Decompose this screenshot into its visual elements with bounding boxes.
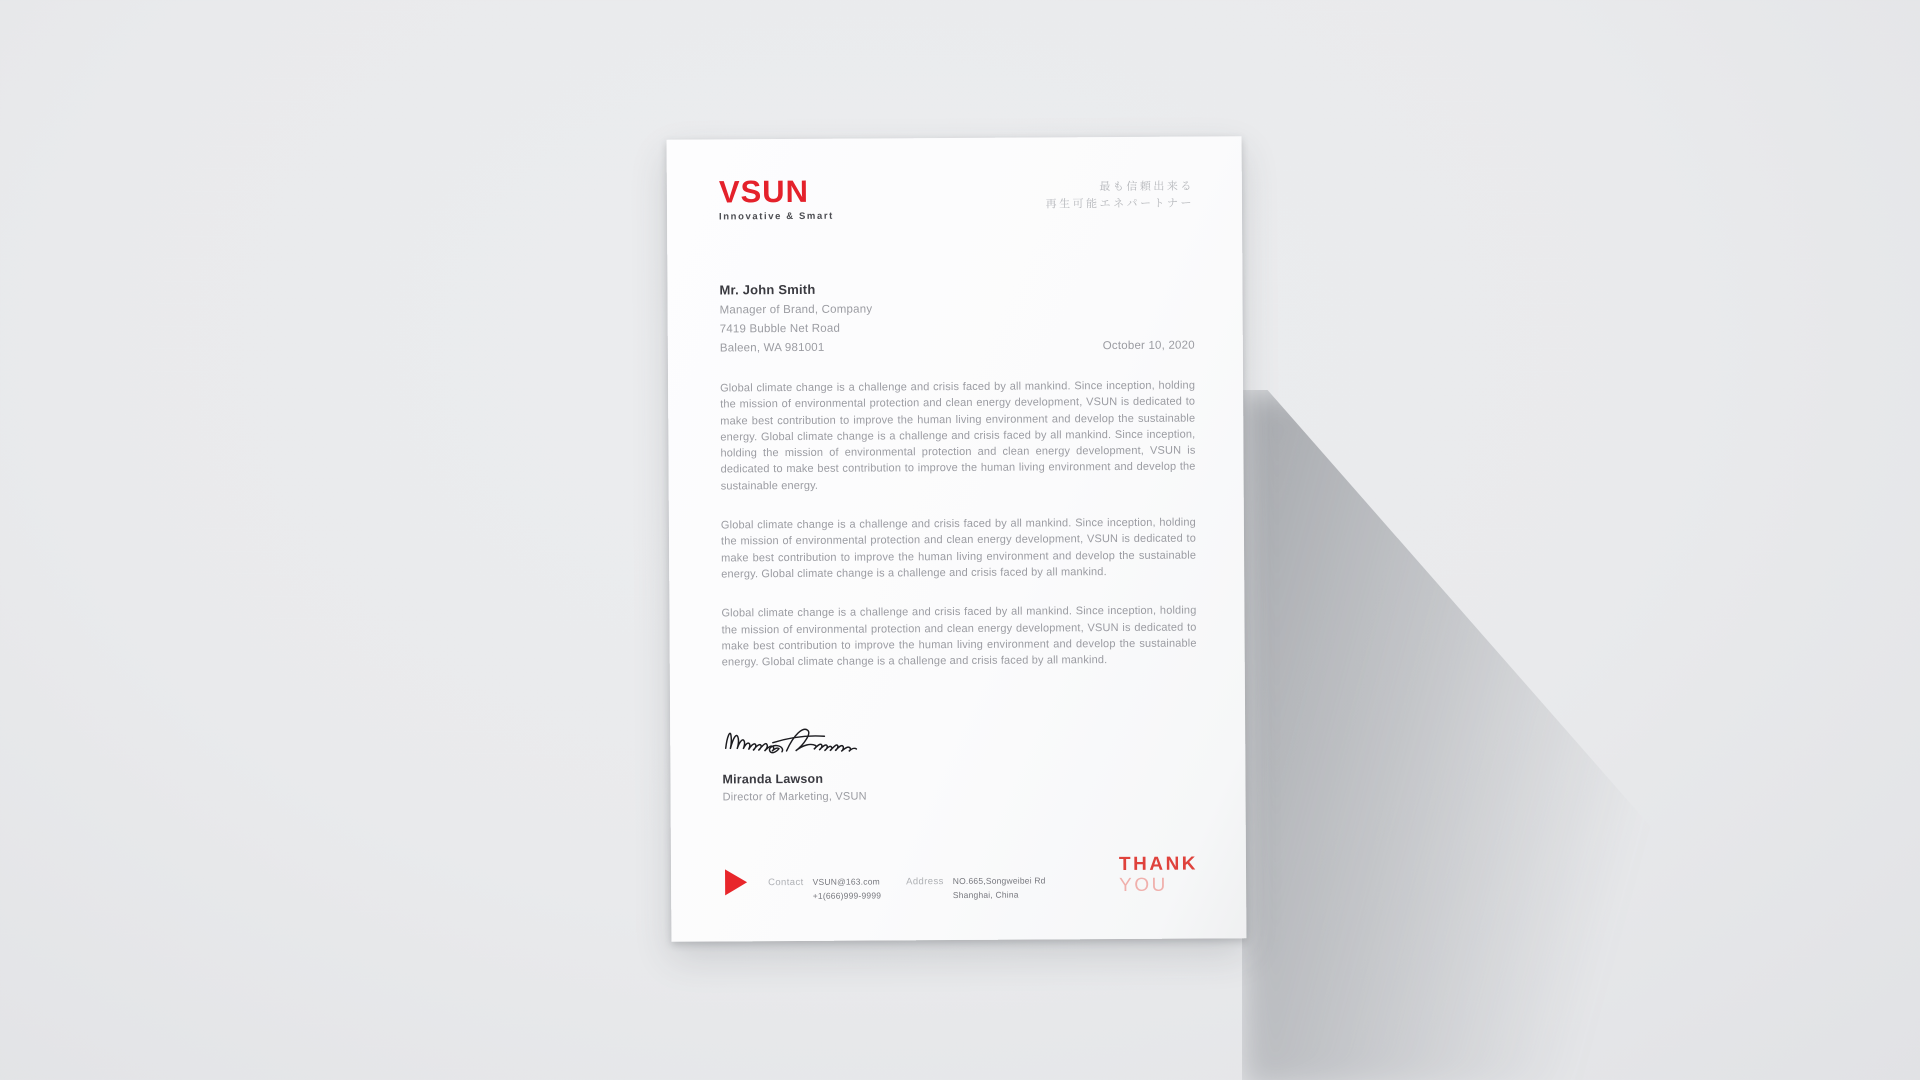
recipient-title: Manager of Brand, Company xyxy=(719,303,873,317)
body-paragraph: Global climate change is a challenge and crisis faced by all mankind. Since inception, holding the mission of environmental protection and clean energy development, VSUN is dedicated to make best contribution to improve the human living environment and develop the sustainable energy. Global climate change is a challenge and crisis faced by all mankind. xyxy=(721,604,1197,669)
logo-block xyxy=(718,173,834,223)
red-arrow-icon xyxy=(725,869,747,895)
contact-phone: +1(666)999-9999 xyxy=(812,890,882,901)
letterhead xyxy=(719,175,1194,223)
signature-block xyxy=(722,720,1197,804)
signatory-title: Director of Marketing, VSUN xyxy=(722,791,867,804)
recipient-and-date xyxy=(719,280,1194,355)
paper-cast-shadow xyxy=(1242,390,1882,1080)
recipient-name: Mr. John Smith xyxy=(719,281,816,298)
signatory-name: Miranda Lawson xyxy=(722,772,824,787)
address-line2: Shanghai, China xyxy=(952,889,1019,901)
recipient-block xyxy=(719,282,872,355)
letter-footer xyxy=(723,853,1199,904)
address-values xyxy=(953,873,1046,902)
recipient-city: Baleen, WA 981001 xyxy=(719,341,825,355)
letter-date: October 10, 2020 xyxy=(1102,339,1195,353)
japanese-tagline-line2: 再生可能エネパートナー xyxy=(1045,197,1194,211)
body-paragraph: Global climate change is a challenge and crisis faced by all mankind. Since inception, holding the mission of environmental protection and clean energy development, VSUN is dedicated to make best contribution to improve the human living environment and develop the sustainable energy. Global climate change is a challenge and crisis faced by all mankind. Since inception, holding the mission of environmental protection and clean energy development, VSUN is dedicated to make best contribution to improve the human living environment and develop the sustainable energy. xyxy=(720,379,1196,493)
contact-label: Contact xyxy=(768,876,804,889)
japanese-tagline-line1: 最も信頼出来る xyxy=(1099,180,1194,194)
vsun-logo: VSUN xyxy=(718,173,810,210)
letter-body xyxy=(720,378,1197,671)
thank-you-block xyxy=(1119,854,1198,896)
contact-email: VSUN@163.com xyxy=(812,876,880,887)
thank-you-line2: YOU xyxy=(1119,874,1168,897)
japanese-tagline xyxy=(1045,179,1194,214)
thank-you-line1: THANK xyxy=(1118,853,1199,876)
address-line1: NO.665,Songweibei Rd xyxy=(952,875,1046,887)
body-paragraph: Global climate change is a challenge and crisis faced by all mankind. Since inception, holding the mission of environmental protection and clean energy development, VSUN is dedicated to make best contribution to improve the human living environment and develop the sustainable energy. Global climate change is a challenge and crisis faced by all mankind. xyxy=(720,516,1197,581)
letter-paper xyxy=(667,136,1247,941)
recipient-street: 7419 Bubble Net Road xyxy=(719,322,841,336)
handwritten-signature-image xyxy=(722,722,890,761)
letter-content xyxy=(667,136,1247,941)
contact-values xyxy=(813,874,882,902)
logo-tagline: Innovative & Smart xyxy=(718,210,834,223)
address-label: Address xyxy=(906,876,944,888)
